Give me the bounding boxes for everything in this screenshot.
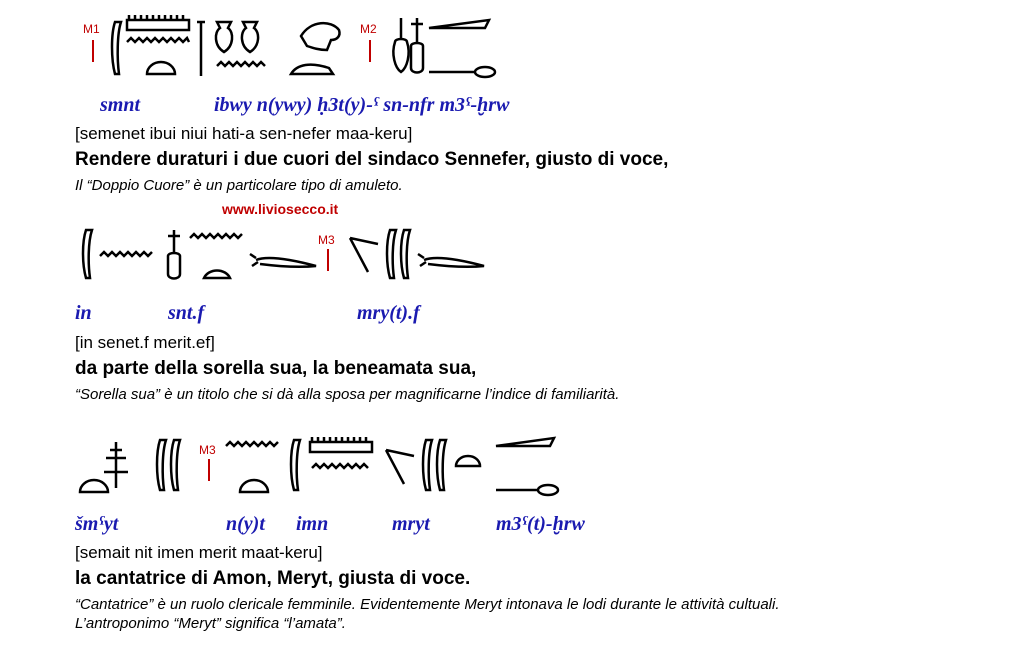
website-url[interactable]: www.liviosecco.it — [222, 201, 339, 217]
hieroglyph-line-1 — [105, 14, 505, 84]
transliteration-smayt: šmˁyt — [75, 513, 119, 535]
transliteration-maat-kheru: m3ˁ(t)-ḫrw — [496, 513, 585, 535]
translation-line-2: da parte della sorella sua, la beneamata sua, — [75, 358, 477, 379]
note-line-3b: L’antroponimo “Meryt” significa “l’amata”. — [75, 615, 346, 632]
marker-m3-line-3: M3 — [199, 443, 216, 457]
transliteration-imn: imn — [296, 513, 329, 535]
transliteration-mrytf: mry(t).f — [357, 302, 420, 324]
marker-m1: M1 — [83, 22, 100, 36]
transliteration-in: in — [75, 302, 92, 324]
note-line-2: “Sorella sua” è un titolo che si dà alla sposa per magnificarne l’indice di familiarità. — [75, 386, 620, 403]
pronunciation-line-1: [semenet ibui niui hati-a sen-nefer maa-keru] — [75, 124, 413, 143]
transliteration-nyt: n(y)t — [226, 513, 265, 535]
note-line-1: Il “Doppio Cuore” è un particolare tipo di amuleto. — [75, 177, 403, 194]
translation-line-1: Rendere duraturi i due cuori del sindaco Sennefer, giusto di voce, — [75, 149, 669, 170]
transliteration-mryt: mryt — [392, 513, 430, 535]
note-line-3a: “Cantatrice” è un ruolo clericale femminile. Evidentemente Meryt intonava le lodi durante le attività cultuali. — [75, 596, 780, 613]
transliteration-smnt: smnt — [100, 94, 141, 116]
marker-m3-line-2: M3 — [318, 233, 335, 247]
hieroglyph-line-3 — [76, 432, 566, 502]
marker-m2: M2 — [360, 22, 377, 36]
pronunciation-line-2: [in senet.f merit.ef] — [75, 333, 215, 352]
hieroglyph-line-2 — [78, 224, 498, 284]
transliteration-line-1: ibwy n(ywy) ḥ3t(y)-ˁ sn-nfr m3ˁ-ḫrw — [214, 94, 510, 116]
translation-line-3: la cantatrice di Amon, Meryt, giusta di voce. — [75, 568, 471, 589]
transliteration-sntf: snt.f — [168, 302, 205, 324]
pronunciation-line-3: [semait nit imen merit maat-keru] — [75, 543, 323, 562]
